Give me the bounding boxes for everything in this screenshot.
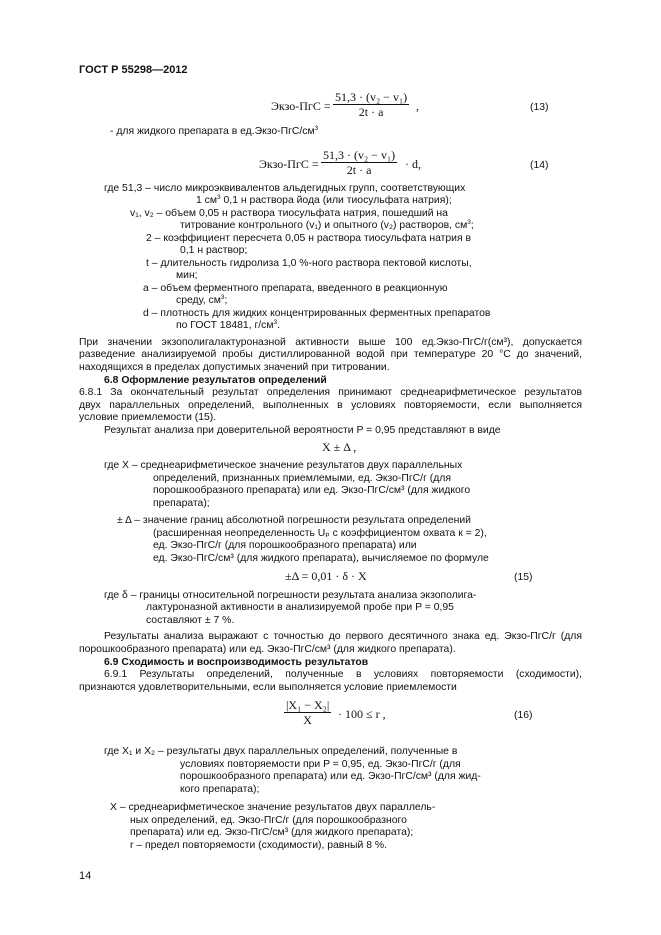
eq16-numerator: |X₁ − X₂| bbox=[286, 698, 330, 712]
sec68-result-line1: Результаты анализа выражают с точностью до первого десятичного знака ед. Экзо-ПгС/г (для bbox=[104, 631, 582, 642]
sec69-p1: 6.9.1 Результаты определений, полученные в условиях повторяемости (сходимости), bbox=[104, 669, 582, 680]
sec69-where-line1: где X₁ и X₂ – результаты двух параллельных определений, полученные в bbox=[104, 746, 458, 757]
eq14-tail: · d, bbox=[405, 157, 421, 171]
sec68-p3: условие приемлемости (15). bbox=[79, 412, 217, 423]
eq15-number: (15) bbox=[514, 572, 533, 583]
sec69-where-line2: условиях повторяемости при P = 0,95, ед. Экзо-ПгС/г (для bbox=[180, 759, 461, 770]
sec68-delta-def2: лактуроназной активности в анализируемой пробе при P = 0,95 bbox=[146, 602, 454, 613]
sec69-mean-line1: X – среднеарифметическое значение результатов двух параллель- bbox=[110, 802, 436, 813]
eq16-denominator: X bbox=[303, 713, 312, 727]
where1-line12a: по ГОСТ 18481, г/см bbox=[176, 320, 274, 331]
where1-line2a: 1 см bbox=[196, 195, 218, 206]
where1-line4b: ; bbox=[470, 220, 474, 231]
sec68-delta-line1: ± Δ – значение границ абсолютной погрешности результата определений bbox=[117, 515, 471, 526]
sec68-delta-def1: где δ – границы относительной погрешности результата анализа экзополига- bbox=[104, 590, 477, 601]
sec69-mean-line4: r – предел повторяемости (сходимости), равный 8 %. bbox=[130, 840, 387, 851]
where1-line2: 1 $см^3$ 0,1 н раствора йода (или тиосульфата натрия); bbox=[196, 194, 452, 206]
where1-line4: титрование контрольного (v₁) и опытного (v₂) растворов, $см^3$; bbox=[180, 219, 474, 231]
dilution-line3: находящихся в пределах допустимых значений при титровании. bbox=[79, 362, 390, 373]
sec69-mean-line2: ных определений, ед. Экзо-ПгС/г (для порошкообразного bbox=[130, 815, 407, 826]
section-6-9-title: 6.9 Сходимость и воспроизводимость результатов bbox=[104, 657, 369, 668]
where1-line10b: ; bbox=[224, 295, 228, 306]
section-6-8-title: 6.8 Оформление результатов определений bbox=[104, 375, 327, 386]
eq13-denominator: 2t · a bbox=[358, 105, 384, 119]
where1-line4a: титрование контрольного (v₁) и опытного (v₂) растворов, см bbox=[180, 220, 468, 231]
sec69-mean-line3: препарата) или ед. Экзо-ПгС/см³ (для жидкого препарата); bbox=[130, 827, 414, 838]
eq16-tail: · 100 ≤ r , bbox=[338, 707, 386, 721]
where1-line10a: среду, см bbox=[176, 295, 221, 306]
where1-line12b: . bbox=[277, 320, 281, 331]
eq13-lhs: Экзо-ПгС = bbox=[271, 99, 331, 113]
sec68-where-line4: препарата); bbox=[153, 498, 210, 509]
sec69-where-line4: кого препарата); bbox=[180, 784, 260, 795]
sec68-delta-line3: ед. Экзо-ПгС/г (для порошкообразного препарата) или bbox=[153, 540, 417, 551]
where1-line10: среду, $см^3$; bbox=[176, 294, 228, 306]
eq13-fraction bbox=[333, 90, 409, 119]
eq14-fraction bbox=[321, 148, 397, 177]
eq14-lhs: Экзо-ПгС = bbox=[259, 157, 319, 171]
where1-line8: мин; bbox=[176, 270, 198, 281]
eq15: ±Δ = 0,01 · δ · X bbox=[285, 569, 367, 583]
where1-line9: а – объем ферментного препарата, введенного в реакционную bbox=[143, 283, 448, 294]
sec68-where-line2: определений, признанных приемлемыми, ед. Экзо-ПгС/г (для bbox=[153, 473, 451, 484]
eq14-numerator: 51,3 · (v₂ − v₁) bbox=[323, 148, 396, 162]
liquid-line: - для жидкого препарата в $ед.Экзо-ПгС/см^3$ bbox=[110, 125, 319, 137]
document-header: ГОСТ Р 55298—2012 bbox=[79, 64, 188, 76]
eq16-fraction bbox=[284, 698, 331, 727]
where1-line6: 0,1 н раствор; bbox=[180, 245, 248, 256]
sec69-p2: признаются удовлетворительными, если выполняется условие приемлемости bbox=[79, 682, 457, 693]
eq14-number: (14) bbox=[530, 160, 549, 171]
sec68-delta-def3: составляют ± 7 %. bbox=[146, 615, 235, 626]
sec68-p1: 6.8.1 За окончательный результат определения принимают среднеарифметическое результатов bbox=[79, 387, 582, 398]
page-number: 14 bbox=[79, 870, 92, 882]
eq14-denominator: 2t · a bbox=[346, 163, 372, 177]
dilution-line2: разведение анализируемой пробы дистиллированной водой при температуре 20 °С до значений, bbox=[79, 349, 582, 360]
sec68-where-line3: порошкообразного препарата) или ед. Экзо-ПгС/см³ (для жидкого bbox=[153, 485, 471, 496]
eq13-number: (13) bbox=[530, 102, 549, 113]
where1-line12: по ГОСТ 18481, $г/см^3$. bbox=[176, 319, 281, 331]
sec68-delta-line4: ед. Экзо-ПгС/см³ (для жидкого препарата), вычисляемое по формуле bbox=[153, 553, 489, 564]
sec68-where-line1: где X – среднеарифметическое значение результатов двух параллельных bbox=[104, 460, 463, 471]
sec69-where-line3: порошкообразного препарата) или ед. Экзо-ПгС/см³ (для жид- bbox=[180, 771, 481, 782]
where1-line3: v₁, v₂ – объем 0,05 н раствора тиосульфата натрия, пошедший на bbox=[130, 208, 448, 219]
eq13-numerator: 51,3 · (v₂ − v₁) bbox=[335, 90, 408, 104]
where1-line7: t – длительность гидролиза 1,0 %-ного раствора пектовой кислоты, bbox=[146, 258, 472, 269]
sec68-result-line2: порошкообразного препарата) или ед. Экзо-ПгС/см³ (для жидкого препарата). bbox=[79, 644, 456, 655]
result-formula: X ± Δ , bbox=[322, 440, 357, 454]
where1-line1: где 51,3 – число микроэквивалентов альдегидных групп, соответствующих bbox=[104, 183, 466, 194]
eq16-number: (16) bbox=[514, 710, 533, 721]
eq13-tail: , bbox=[416, 99, 419, 113]
dilution-line1: При значении экзополигалактуроназной активности выше 100 ед.Экзо-ПгС/г(см³), допускается bbox=[79, 337, 582, 348]
where1-line2b: 0,1 н раствора йода (или тиосульфата натрия); bbox=[220, 195, 452, 206]
sec68-p4: Результат анализа при доверительной вероятности P = 0,95 представляют в виде bbox=[104, 425, 501, 436]
sec68-delta-line2: (расширенная неопределенность Uₚ с коэффициентом охвата к = 2), bbox=[153, 528, 487, 539]
where1-line11: d – плотность для жидких концентрированных ферментных препаратов bbox=[143, 308, 491, 319]
sec68-p2: двух параллельных определений, выполненных в условиях повторяемости, если выполняется bbox=[79, 400, 582, 411]
liquid-line-text: - для жидкого препарата в ед.Экзо-ПгС/см bbox=[110, 126, 315, 137]
where1-line5: 2 – коэффициент пересчета 0,05 н раствора тиосульфата натрия в bbox=[146, 233, 472, 244]
